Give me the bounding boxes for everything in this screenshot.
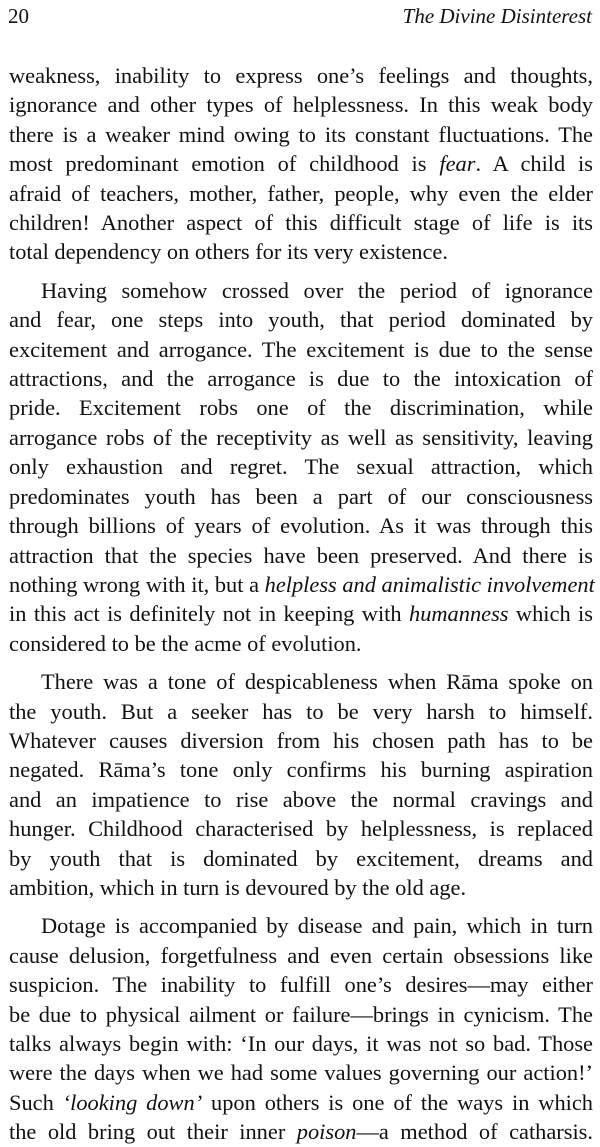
text-line: negated. Rāma’s tone only confirms his burning aspiration (9, 757, 593, 783)
text-line: be due to physical ailment or failure—brings in cynicism. The (9, 1001, 593, 1027)
text-line: hunger. Childhood characterised by helplessness, is replaced (9, 816, 593, 842)
text-line: Such ‘looking down’ upon others is one of the ways in which (9, 1089, 593, 1115)
text-line: nothing wrong with it, but a helpless and animalistic involvement (9, 571, 595, 597)
text-line: there is a weaker mind owing to its constant fluctuations. The (9, 121, 593, 147)
paragraph (9, 667, 593, 902)
text-line: pride. Excitement robs one of the discrimination, while (9, 395, 593, 421)
text-line: cause delusion, forgetfulness and even certain obsessions like (9, 942, 593, 968)
text-line: total dependency on others for its very existence. (9, 239, 448, 265)
text-line: There was a tone of despicableness when Rāma spoke on (41, 669, 593, 695)
text-line: Having somehow crossed over the period of ignorance (41, 277, 593, 303)
text-line: talks always begin with: ‘In our days, it was not so bad. Those (9, 1031, 593, 1056)
text-line: through billions of years of evolution. As it was through this (9, 513, 593, 539)
text-line: excitement and arrogance. The excitement is due to the sense (9, 336, 593, 362)
text-line: afraid of teachers, mother, father, people, why even the elder (9, 180, 593, 206)
paragraph (9, 276, 593, 658)
text-line: suspicion. The inability to fulfill one’s desires—may either (9, 972, 593, 998)
text-line: and fear, one steps into youth, that period dominated by (9, 307, 593, 333)
text-line: by youth that is dominated by excitement, dreams and (9, 845, 593, 871)
paragraph (9, 911, 593, 1146)
text-line: in this act is definitely not in keeping with humanness which is (9, 601, 593, 627)
text-line: predominates youth has been a part of our consciousness (9, 483, 593, 509)
text-line: the old bring out their inner poison—a method of catharsis. (9, 1119, 593, 1145)
text-line: ambition, which in turn is devoured by the old age. (9, 874, 467, 900)
text-line: the youth. But a seeker has to be very harsh to himself. (9, 698, 593, 724)
page-number: 20 (8, 4, 29, 28)
text-line: arrogance robs of the receptivity as well as sensitivity, leaving (9, 424, 593, 450)
text-line: were the days when we had some values governing our action!’ (9, 1060, 593, 1086)
text-line: only exhaustion and regret. The sexual attraction, which (9, 454, 593, 480)
text-line: Dotage is accompanied by disease and pain, which in turn (41, 913, 593, 939)
text-line: attractions, and the arrogance is due to the intoxication of (9, 366, 593, 392)
text-line: attraction that the species have been preserved. And there is (9, 542, 593, 568)
running-title: The Divine Disinterest (402, 4, 592, 28)
text-line: weakness, inability to express one’s feelings and thoughts, (9, 63, 593, 88)
body-text (9, 61, 593, 1147)
paragraph (9, 61, 593, 267)
text-line: children! Another aspect of this difficult stage of life is its (9, 210, 593, 236)
text-line: ignorance and other types of helplessness. In this weak body (9, 92, 593, 118)
text-line: considered to be the acme of evolution. (9, 630, 362, 656)
page-header (8, 4, 592, 32)
text-line: and an impatience to rise above the normal cravings and (9, 786, 593, 812)
text-line: Whatever causes diversion from his chosen path has to be (9, 727, 593, 753)
text-line: most predominant emotion of childhood is fear. A child is (9, 151, 593, 177)
